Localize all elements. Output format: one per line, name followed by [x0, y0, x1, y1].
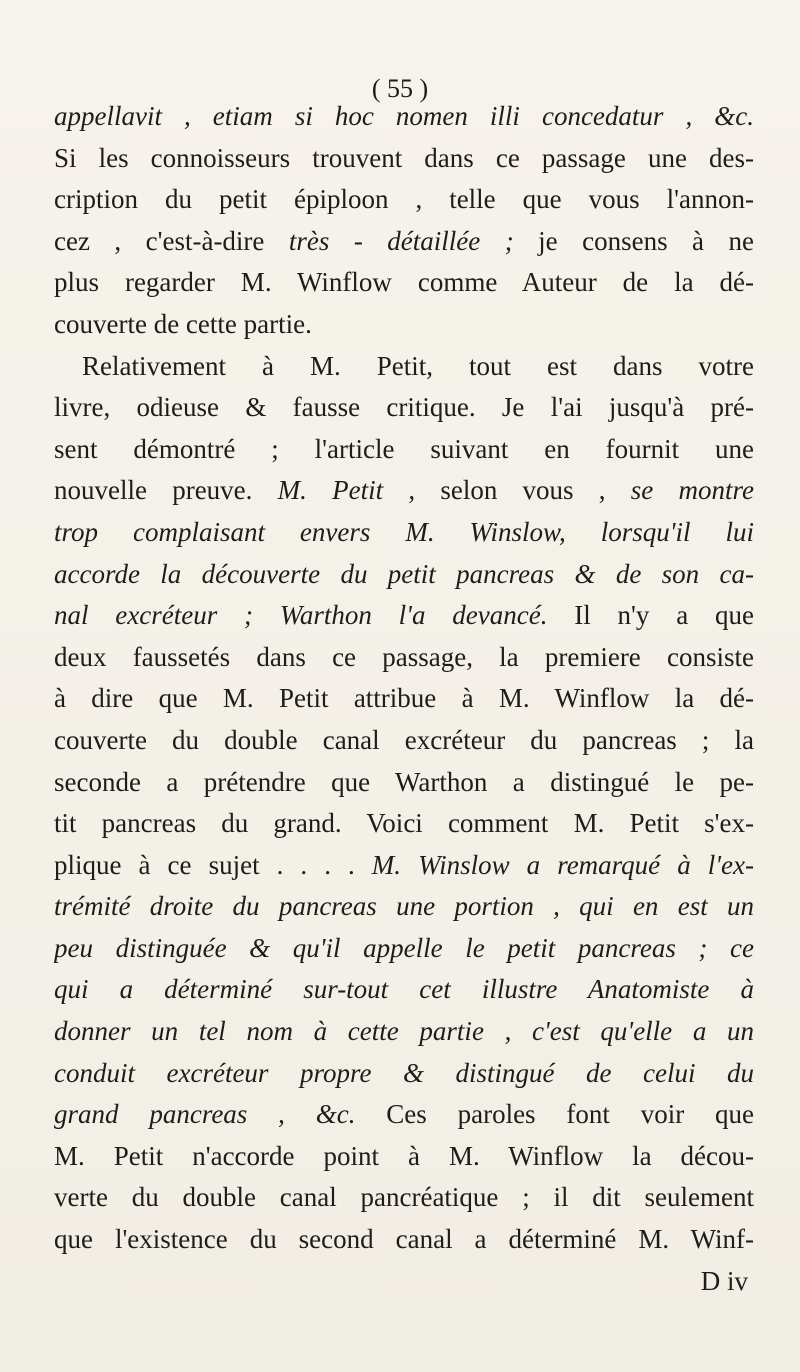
text-line: deux faussetés dans ce passage, la premiere consiste: [54, 641, 754, 672]
italic-run: M. Winslow a remarqué à l'ex-: [371, 849, 754, 880]
text-line: accorde la découverte du petit pancreas & de son ca-: [54, 558, 754, 589]
text-line: livre, odieuse & fausse critique. Je l'ai jusqu'à pré-: [54, 392, 754, 423]
italic-run: nal excréteur ; Warthon l'a devancé.: [54, 600, 548, 631]
page-number: ( 55 ): [371, 74, 429, 103]
text-line: [54, 429, 754, 471]
text-line: [54, 595, 754, 637]
text-line: [54, 845, 754, 887]
roman-run: selon vous ,: [415, 475, 631, 506]
text-line: verte du double canal pancréatique ; il dit seulement: [54, 1182, 754, 1213]
text-line: couverte de cette partie.: [54, 308, 312, 339]
text-line: couverte du double canal excréteur du pancreas ; la: [54, 724, 754, 755]
text-line: [54, 1094, 754, 1136]
roman-run: cez , c'est-à-dire: [54, 225, 289, 256]
italic-run: grand pancreas , &c.: [54, 1099, 356, 1130]
roman-run: sent démontré ; l'article suivant en fournit une: [54, 433, 754, 464]
text-line: cription du petit épiploon , telle que vous l'annon-: [54, 184, 754, 215]
italic-run: très - détaillée ;: [288, 225, 514, 256]
italic-run: M. Petit ,: [277, 475, 416, 506]
roman-run: Il n'y a que: [547, 600, 754, 631]
body-text: [54, 96, 754, 1302]
text-line: Relativement à M. Petit, tout est dans votre: [82, 350, 754, 381]
text-line: [54, 221, 754, 263]
roman-run: Ces paroles font voir que: [355, 1099, 754, 1130]
text-line: appellavit , etiam si hoc nomen illi concedatur , &c.: [54, 101, 754, 131]
text-line: que l'existence du second canal a déterminé M. Winf-: [54, 1224, 754, 1255]
text-line: conduit excréteur propre & distingué de celui du: [54, 1057, 754, 1088]
text-line: seconde a prétendre que Warthon a distingué le pe-: [54, 766, 754, 797]
text-line: Si les connoisseurs trouvent dans ce passage une des-: [54, 142, 754, 173]
text-line: trémité droite du pancreas une portion , qui en est un: [54, 891, 754, 922]
text-line: [54, 470, 754, 512]
text-line: plus regarder M. Winflow comme Auteur de la dé-: [54, 267, 754, 298]
italic-run: se montre: [630, 475, 754, 506]
text-line: trop complaisant envers M. Winslow, lorsqu'il lui: [54, 516, 754, 547]
text-line: qui a déterminé sur-tout cet illustre Anatomiste à: [54, 974, 754, 1005]
text-line: tit pancreas du grand. Voici comment M. Petit s'ex-: [54, 808, 754, 839]
roman-run: plique à ce sujet . . . .: [54, 849, 372, 880]
roman-run: je consens à ne: [513, 225, 754, 256]
text-line: à dire que M. Petit attribue à M. Winflow la dé-: [54, 683, 754, 714]
text-line: M. Petit n'accorde point à M. Winflow la décou-: [54, 1140, 754, 1171]
text-line: peu distinguée & qu'il appelle le petit pancreas ; ce: [54, 932, 754, 963]
catchword: D iv: [700, 1265, 748, 1296]
roman-run: nouvelle preuve.: [54, 475, 278, 506]
text-line: donner un tel nom à cette partie , c'est qu'elle a un: [54, 1016, 754, 1047]
